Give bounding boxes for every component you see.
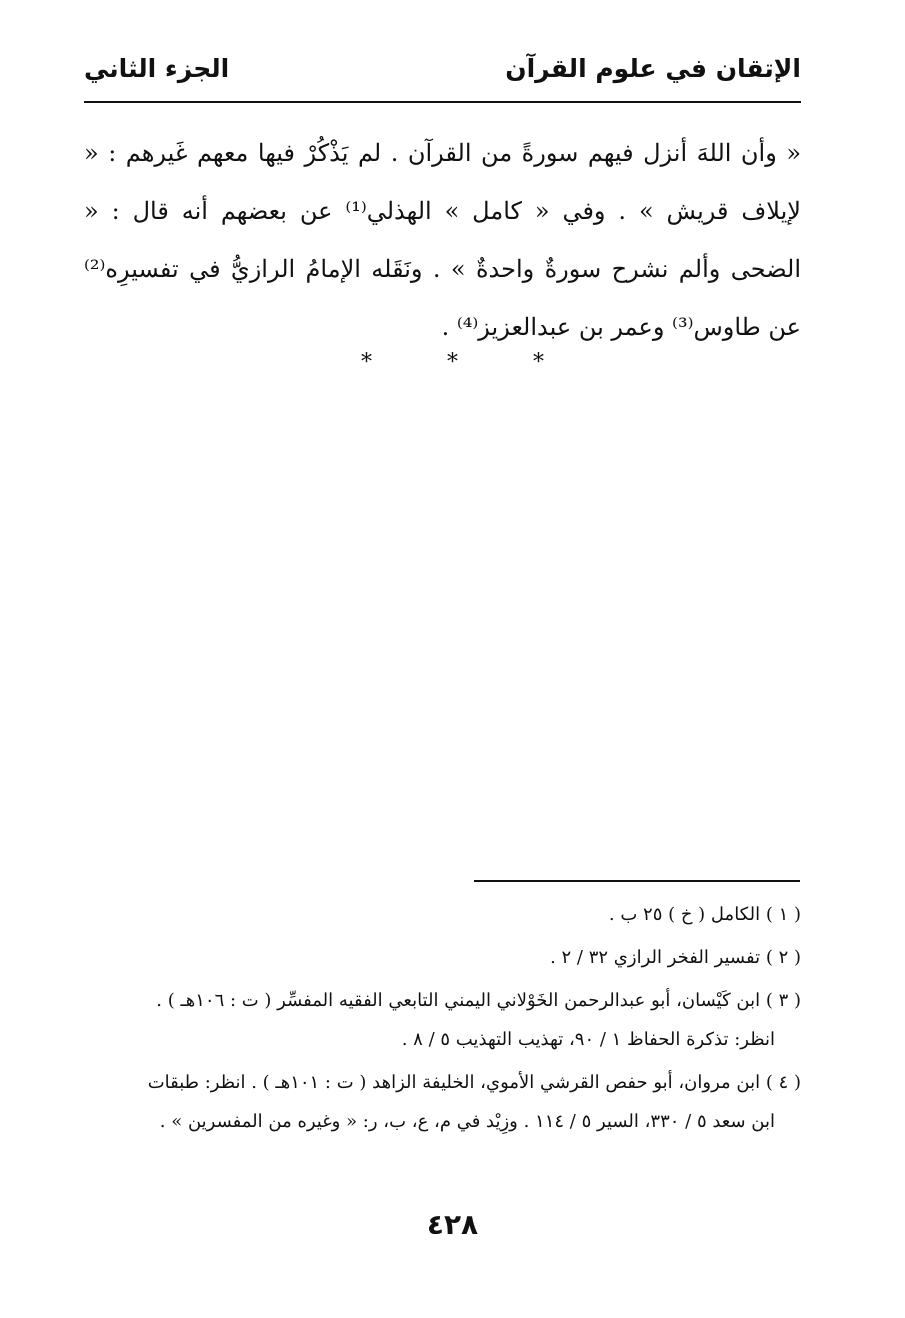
page-number: ٤٢٨ (426, 1208, 479, 1241)
footnote-4 (84, 1063, 801, 1141)
body-paragraph: « وأن اللهَ أنزل فيهم سورةً من القرآن . لم يَذْكُرْ فيها معهم غَيرهم : « لإيلاف قريش » . وفي « كامل » الهذلي⁽¹⁾ عن بعضهم أنه قال : « الضحى وألم نشرح سورةٌ واحدةٌ » . ونَقَله الإمامُ الرازيُّ في تفسيرِه⁽²⁾ عن طاوس⁽³⁾ وعمر بن عبدالعزيز⁽⁴⁾ . (84, 139, 801, 341)
main-text (84, 124, 801, 356)
footnote-3 (84, 981, 801, 1059)
footnotes (84, 895, 801, 1145)
footnote-1 (84, 895, 801, 934)
footnote-2 (84, 938, 801, 977)
footnote-3-continuation: انظر: تذكرة الحفاظ ١ / ٩٠، تهذيب التهذيب ٥ / ٨ . (401, 1029, 775, 1050)
footnote-rule (474, 880, 800, 882)
volume-label: الجزء الثاني (84, 54, 230, 83)
footnote-4-continuation: ابن سعد ٥ / ٣٣٠، السير ٥ / ١١٤ . وزِيْد في م، ع، ب، ر: « وغيره من المفسرين » . (159, 1111, 775, 1132)
footnote-1-text: ( ١ ) الكامل ( خ ) ٢٥ ب . (608, 904, 801, 925)
footnote-2-text: ( ٢ ) تفسير الفخر الرازي ٣٢ / ٢ . (550, 947, 801, 968)
book-title: الإتقان في علوم القرآن (505, 54, 801, 83)
header-rule (84, 101, 801, 103)
running-header (84, 54, 801, 100)
section-separator: * * * (361, 350, 578, 375)
footnote-3-text: ( ٣ ) ابن كَيْسان، أبو عبدالرحمن الخَوْلاني اليمني التابعي الفقيه المفسِّر ( ت : ١٠٦هـ ) . (156, 990, 801, 1011)
footnote-4-text: ( ٤ ) ابن مروان، أبو حفص القرشي الأموي، الخليفة الزاهد ( ت : ١٠١هـ ) . انظر: طبقات (147, 1072, 801, 1093)
